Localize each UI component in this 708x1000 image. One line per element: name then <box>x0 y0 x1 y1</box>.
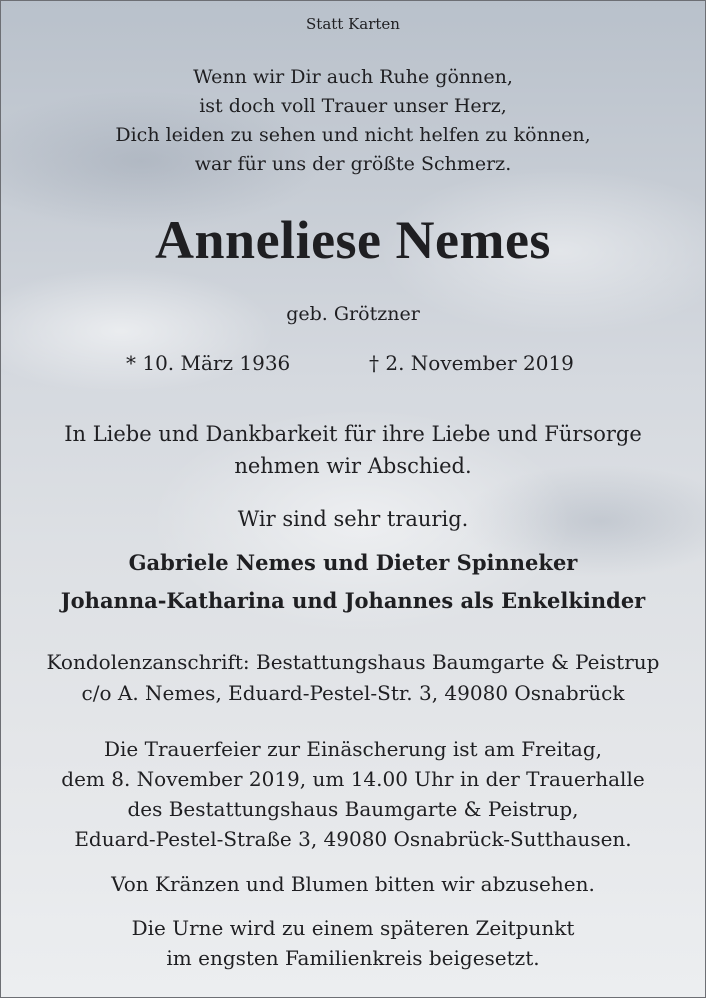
deceased-name: Anneliese Nemes <box>155 210 551 270</box>
poem-line-3: Dich leiden zu sehen und nicht helfen zu können, <box>115 124 591 146</box>
birth-date: * 10. März 1936 <box>126 351 291 375</box>
flowers-line: Von Kränzen und Blumen bitten wir abzusehen. <box>111 872 595 896</box>
ceremony-line-1: Die Trauerfeier zur Einäscherung ist am Freitag, <box>103 737 602 761</box>
header-statt-karten: Statt Karten <box>306 15 400 33</box>
urn-line-1: Die Urne wird zu einem späteren Zeitpunkt <box>131 916 575 940</box>
poem-line-4: war für uns der größte Schmerz. <box>194 153 512 175</box>
farewell-line-2: nehmen wir Abschied. <box>234 454 472 478</box>
poem-line-2: ist doch voll Trauer unser Herz, <box>199 95 507 117</box>
ceremony-line-2: dem 8. November 2019, um 14.00 Uhr in der Trauerhalle <box>61 767 645 791</box>
ceremony-line-3: des Bestattungshaus Baumgarte & Peistrup, <box>127 797 579 821</box>
mourner-line-2: Johanna-Katharina und Johannes als Enkelkinder <box>60 588 646 613</box>
poem-line-1: Wenn wir Dir auch Ruhe gönnen, <box>193 66 513 88</box>
sad-line: Wir sind sehr traurig. <box>237 507 469 531</box>
condolence-line-1: Kondolenzanschrift: Bestattungshaus Baumgarte & Peistrup <box>46 650 660 674</box>
ceremony-line-4: Eduard-Pestel-Straße 3, 49080 Osnabrück-Sutthausen. <box>74 827 632 851</box>
farewell-line-1: In Liebe und Dankbarkeit für ihre Liebe und Fürsorge <box>64 422 642 446</box>
death-date: † 2. November 2019 <box>369 351 574 375</box>
maiden-name: geb. Grötzner <box>286 303 420 325</box>
urn-line-2: im engsten Familienkreis beigesetzt. <box>166 946 540 970</box>
mourner-line-1: Gabriele Nemes und Dieter Spinneker <box>128 550 578 575</box>
condolence-line-2: c/o A. Nemes, Eduard-Pestel-Str. 3, 49080 Osnabrück <box>81 681 625 705</box>
